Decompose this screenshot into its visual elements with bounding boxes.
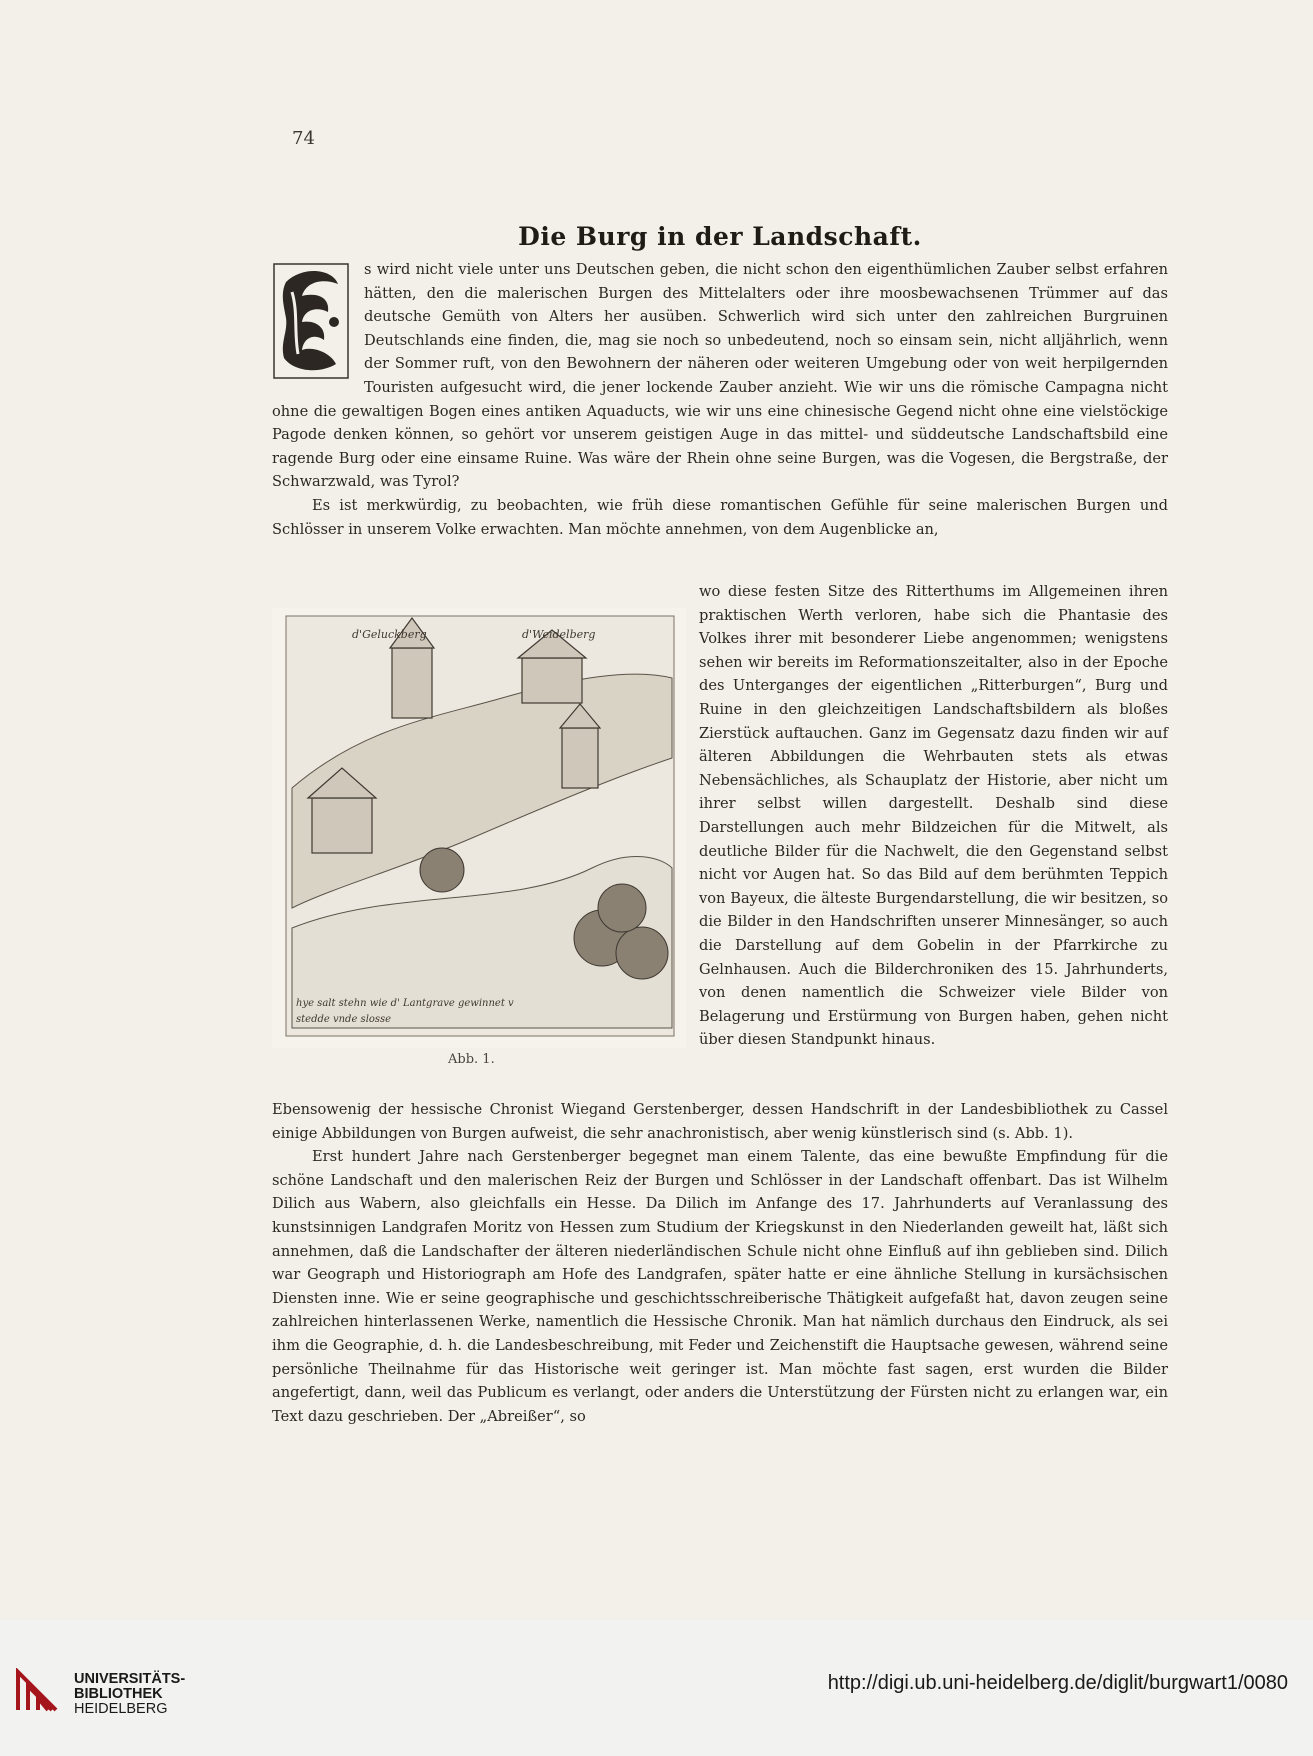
inscription-top-left: d'Geluckberg <box>352 628 427 641</box>
paragraph-1: s wird nicht viele unter uns Deutschen geben, die nicht schon den eigenthümlichen Zauber selbst erfahren hätten, den die malerischen Burgen des Mittelalters oder ihre moosbewachsenen Trümmer auf das deutsche Gemüth von Alters her ausüben. Schwerlich wird sich unter den zahlreichen Burgruinen Deutschlands eine finden, die, mag sie noch so unbedeutend, noch so einsam sein, nicht alljährlich, wenn der Sommer ruft, von den Bewohnern der näheren oder weiteren Umgebung oder von weit herpilgernden Touristen aufgesucht wird, die jener lockende Zauber anzieht. Wie wir uns die römische Campagna nicht ohne die gewaltigen Bogen eines antiken Aquaducts, wie wir uns eine chinesische Gegend nicht ohne eine vielstöckige Pagode denken können, so gehört vor unserem geistigen Auge in das mittel- und süddeutsche Landschaftsbild eine ragende Burg oder eine einsame Ruine. Was wäre der Rhein ohne seine Burgen, was die Vogesen, die Bergstraße, der Schwarzwald, was Tyrol? <box>272 261 1168 491</box>
paragraph-2-continued: wo diese festen Sitze des Ritterthums im Allgemeinen ihren praktischen Werth verloren, habe sich die Phantasie des Volkes ihrer mit besonderer Liebe angenommen; wenigstens sehen wir bereits im Reformationszeitalter, also in der Epoche des Unterganges der eigentlichen „Ritterburgen“, Burg und Ruine in den gleichzeitigen Landschaftsbildern als bloßes Zierstück auftauchen. Ganz im Gegensatz dazu finden wir auf älteren Abbildungen die Wehrbauten stets als etwas Nebensächliches, als Schauplatz der Historie, aber nicht um ihrer selbst willen dargestellt. Deshalb sind diese Darstellungen auch mehr Bildzeichen für die Mitwelt, als deutliche Bilder für die Nachwelt, die den Gegenstand selbst nicht vor Augen hat. So das Bild auf dem berühmten Teppich von Bayeux, die älteste Burgendarstellung, die wir besitzen, so die Bilder in den Handschriften unserer Minnesänger, so auch die Darstellung auf dem Gobelin in der Pfarrkirche zu Gelnhausen. Auch die Bilderchroniken des 15. Jahrhunderts, von denen namentlich die Schweizer viele Bilder von Belagerung und Erstürmung von Burgen haben, gehen nicht über diesen Standpunkt hinaus. <box>699 583 1168 1049</box>
article-title: Die Burg in der Landschaft. <box>518 222 922 251</box>
institution-line-3: HEIDELBERG <box>74 1701 168 1717</box>
library-logo-icon <box>14 1668 60 1714</box>
lower-text-block <box>272 1098 1168 1428</box>
inscription-top-right: d'Weidelberg <box>522 628 596 641</box>
paragraph-3: Erst hundert Jahre nach Gerstenberger begegnet man einem Talente, das eine bewußte Empfindung für die schöne Landschaft und den malerischen Reiz der Burgen und Schlösser in der Landschaft offenbart. Das ist Wilhelm Dilich aus Wabern, also gleichfalls ein Hesse. Da Dilich im Anfange des 17. Jahrhunderts auf Veranlassung des kunstsinnigen Landgrafen Moritz von Hessen zum Studium der Kriegskunst in den Niederlanden geweilt hat, läßt sich annehmen, daß die Landschafter der älteren niederländischen Schule nicht ohne Einfluß auf ihn geblieben sind. Dilich war Geograph und Historiograph am Hofe des Landgrafen, später hatte er eine ähnliche Stellung in kursächsischen Diensten inne. Wie er seine geographische und geschichtsschreiberische Thätigkeit aufgefaßt hat, davon zeugen seine zahlreichen hinterlassenen Werke, namentlich die Hessische Chronik. Man hat nämlich durchaus den Eindruck, als sei ihm die Geographie, d. h. die Landesbeschreibung, mit Feder und Zeichenstift die Hauptsache gewesen, während seine persönliche Theilnahme für das Historische weit geringer ist. Man möchte fast sagen, erst wurden die Bilder angefertigt, dann, weil das Publicum es verlangt, oder anders die Unterstützung der Fürsten nicht zu erlangen war, ein Text dazu geschrieben. Der „Abreißer“, so <box>272 1148 1168 1425</box>
side-text-column <box>699 580 1168 1052</box>
paragraph-2-end: Ebensowenig der hessische Chronist Wiegand Gerstenberger, dessen Handschrift in der Landesbibliothek zu Cassel einige Abbildungen von Burgen aufweist, die sehr anachronistisch, aber wenig künstlerisch sind (s. Abb. 1). <box>272 1101 1168 1142</box>
figure-caption: Abb. 1. <box>448 1052 495 1067</box>
intro-text-block <box>272 258 1168 540</box>
institution-line-1: UNIVERSITÄTS- <box>74 1671 186 1687</box>
ornamental-initial-e <box>272 262 350 380</box>
page-number: 74 <box>292 128 315 149</box>
inscription-bottom-2: stedde vnde slosse <box>296 1014 392 1025</box>
institution-line-2: BIBLIOTHEK <box>74 1686 163 1702</box>
institution-name <box>74 1672 185 1717</box>
permalink-url[interactable]: http://digi.ub.uni-heidelberg.de/diglit/burgwart1/0080 <box>827 1672 1288 1694</box>
inscription-bottom-1: hye salt stehn wie d' Lantgrave gewinnet v <box>296 998 514 1009</box>
figure-castles-drawing <box>272 608 686 1048</box>
paragraph-2-start: Es ist merkwürdig, zu beobachten, wie früh diese romantischen Gefühle für seine malerischen Burgen und Schlösser in unserem Volke erwachten. Man möchte annehmen, von dem Augenblicke an, <box>272 496 1168 538</box>
